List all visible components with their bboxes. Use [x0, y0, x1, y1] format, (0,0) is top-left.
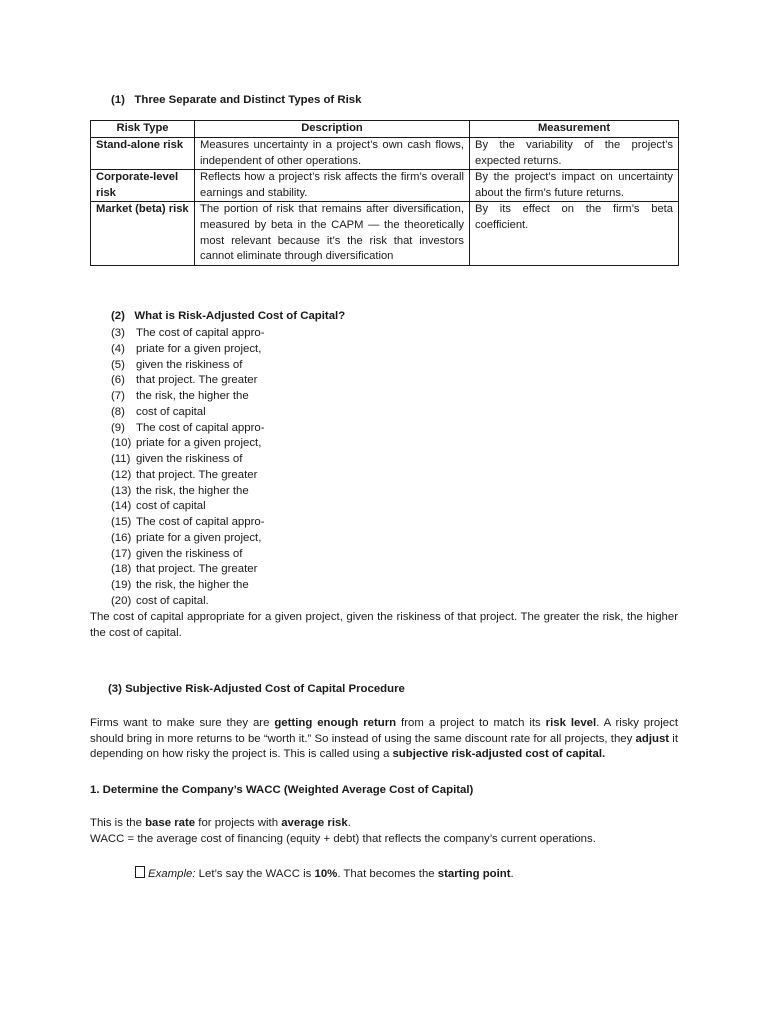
list-item-number: (5) [111, 358, 125, 371]
measurement-cell: By its effect on the firm’s beta coefficient. [470, 202, 679, 265]
measurement-cell: By the project’s impact on uncertainty about the firm’s future returns. [470, 170, 679, 202]
example-text: . [510, 868, 514, 880]
list-item-text: priate for a given project, [136, 342, 262, 355]
list-item [111, 484, 411, 500]
list-item-text: The cost of capital appro- [136, 327, 265, 339]
example-emphasis: starting point [437, 868, 511, 880]
list-item-number: (20) [111, 594, 132, 607]
base-rate-text: for projects with [195, 817, 282, 829]
measurement-cell: By the variability of the project’s expected returns. [470, 138, 679, 170]
list-item [111, 452, 411, 468]
base-rate-text: This is the [90, 817, 146, 829]
list-item-number: (16) [111, 531, 132, 544]
risk-type-cell: Corporate-level risk [91, 170, 195, 202]
example-text: . That becomes the [337, 868, 438, 880]
table-row [91, 170, 679, 202]
table-row [91, 138, 679, 170]
list-item [111, 373, 411, 389]
list-item-text: given the riskiness of [136, 358, 243, 371]
list-item [111, 421, 411, 437]
list-item [111, 562, 411, 578]
section3-title: (3) Subjective Risk-Adjusted Cost of Capital Procedure [108, 683, 405, 695]
list-item [111, 389, 411, 405]
list-item-number: (14) [111, 500, 132, 513]
list-item-text: cost of capital. [136, 594, 209, 607]
list-item-number: (19) [111, 579, 132, 591]
list-item [111, 499, 411, 515]
list-item-text: given the riskiness of [136, 547, 243, 560]
definition-summary: The cost of capital appropriate for a given project, given the riskiness of that project. The greater the risk, the higher the cost of capital. [90, 611, 678, 639]
section2-title: (2) What is Risk-Adjusted Cost of Capital? [111, 310, 346, 322]
list-item-number: (4) [111, 342, 125, 355]
list-item-number: (18) [111, 563, 132, 576]
list-item [111, 531, 411, 547]
list-item-text: that project. The greater [136, 374, 258, 387]
risk-type-cell: Market (beta) risk [91, 202, 195, 265]
description-cell: The portion of risk that remains after diversification, measured by beta in the CAPM — the theoretically most relevant because it’s the risk that investors cannot eliminate through diversification [195, 202, 470, 265]
numbered-definition-list [111, 326, 411, 610]
placeholder-box-icon [135, 866, 145, 878]
list-item-text: that project. The greater [136, 563, 258, 576]
column-header-measurement: Measurement [470, 121, 679, 138]
list-item [111, 405, 411, 421]
list-item [111, 578, 411, 594]
list-item-text: The cost of capital appro- [136, 421, 265, 434]
wacc-definition: WACC = the average cost of financing (equity + debt) that reflects the company’s current operations. [90, 833, 596, 845]
example-label: Example: [148, 868, 196, 880]
list-item-number: (13) [111, 484, 132, 497]
intro-text: from a project to match its [396, 717, 546, 729]
list-item-text: given the riskiness of [136, 453, 243, 465]
list-item-text: cost of capital [136, 500, 206, 513]
intro-emphasis: adjust [635, 732, 670, 745]
intro-text: . A risky project should bring in more returns to be “worth it.” So instead of using the same discount rate for all projects, they [90, 717, 678, 745]
list-item-number: (10) [111, 437, 132, 450]
risk-types-table [90, 120, 679, 266]
example-line [135, 866, 514, 883]
list-item-number: (3) [111, 327, 125, 339]
list-item-text: priate for a given project, [136, 437, 262, 450]
list-item [111, 358, 411, 374]
risk-type-cell: Stand-alone risk [91, 138, 195, 170]
list-item-text: cost of capital [136, 405, 206, 418]
description-cell: Measures uncertainty in a project’s own cash flows, independent of other operations. [195, 138, 470, 170]
column-header-risk-type: Risk Type [91, 121, 195, 138]
intro-text: it depending on how risky the project is. This is called using a [90, 732, 678, 761]
list-item-text: the risk, the higher the [136, 484, 249, 497]
list-item-number: (8) [111, 405, 125, 418]
list-item-text: The cost of capital appro- [136, 516, 265, 528]
list-item [111, 468, 411, 484]
list-item [111, 515, 411, 531]
base-rate-emphasis: average risk [281, 817, 348, 829]
section1-title: (1) Three Separate and Distinct Types of Risk [111, 94, 362, 106]
example-text: Let’s say the WACC is [195, 868, 315, 880]
intro-text: Firms want to make sure they are [90, 717, 275, 729]
list-item-number: (11) [111, 453, 131, 465]
list-item [111, 342, 411, 358]
description-cell: Reflects how a project’s risk affects the firm’s overall earnings and stability. [195, 170, 470, 202]
intro-paragraph [90, 716, 678, 763]
list-item-text: the risk, the higher the [136, 579, 249, 591]
base-rate-line [90, 816, 678, 832]
list-item-number: (6) [111, 374, 125, 387]
list-item-text: that project. The greater [136, 468, 258, 481]
list-item [111, 436, 411, 452]
intro-emphasis: getting enough return [274, 717, 397, 729]
list-item [111, 326, 411, 342]
list-item-text: the risk, the higher the [136, 390, 249, 402]
example-emphasis: 10% [314, 868, 338, 880]
list-item-number: (9) [111, 421, 125, 434]
intro-emphasis: subjective risk-adjusted cost of capital. [392, 748, 606, 761]
base-rate-emphasis: base rate [145, 817, 196, 829]
list-item-number: (7) [111, 390, 125, 402]
list-item [111, 594, 411, 610]
base-rate-text: . [347, 817, 351, 829]
list-item [111, 547, 411, 563]
list-item-text: priate for a given project, [136, 531, 262, 544]
step1-title: 1. Determine the Company’s WACC (Weighted Average Cost of Capital) [90, 784, 474, 796]
intro-emphasis: risk level [545, 717, 597, 729]
column-header-description: Description [195, 121, 470, 138]
list-item-number: (15) [111, 516, 132, 528]
table-row [91, 202, 679, 265]
list-item-number: (12) [111, 468, 132, 481]
table-header-row [91, 121, 679, 138]
list-item-number: (17) [111, 547, 132, 560]
